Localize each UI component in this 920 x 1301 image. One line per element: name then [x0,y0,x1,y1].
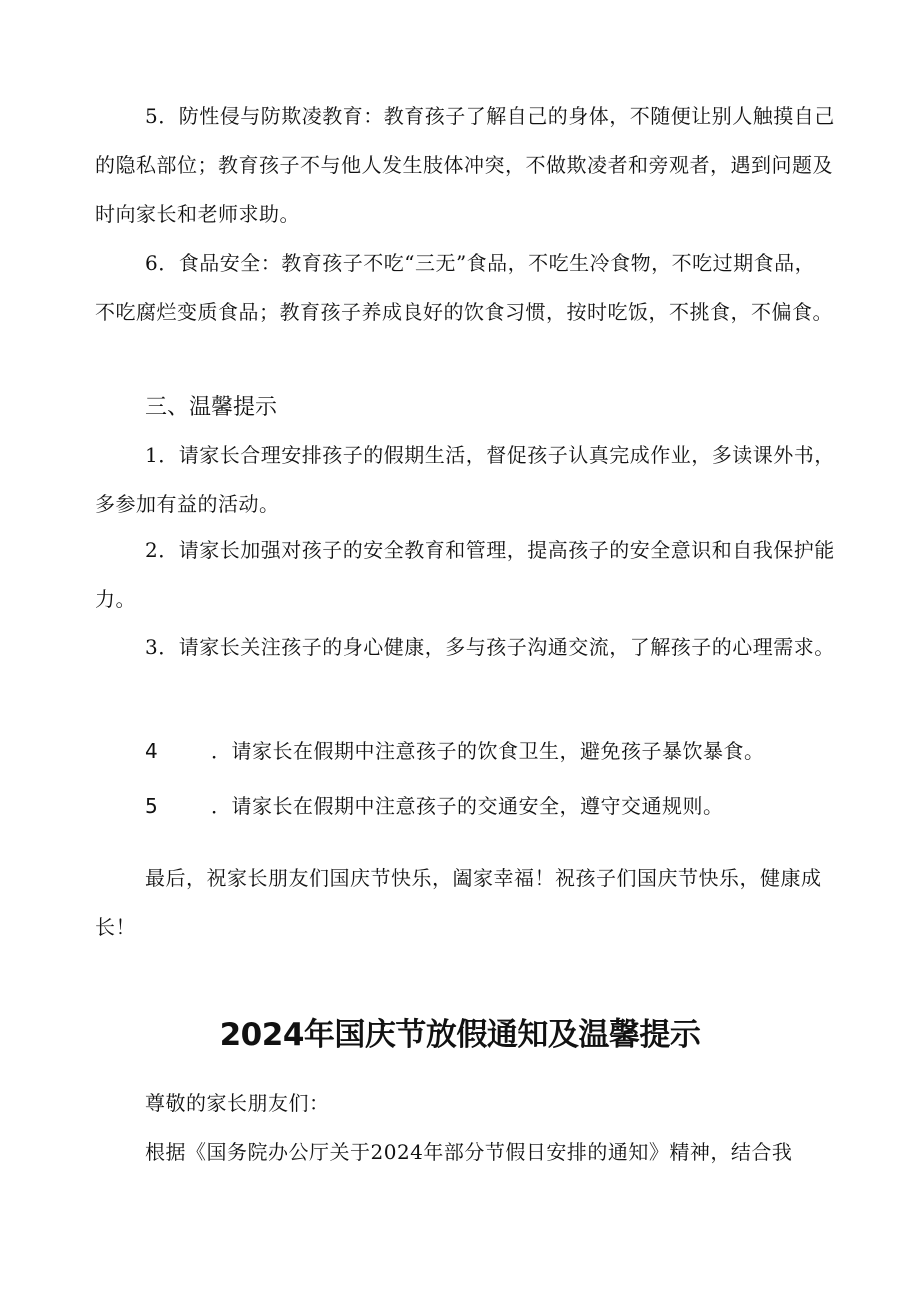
safety-item-5: 5．防性侵与防欺凌教育：教育孩子了解自己的身体，不随便让别人触摸自己的隐私部位；教育孩子不与他人发生肢体冲突，不做欺凌者和旁观者，遇到问题及时向家长和老师求助。 [95,104,835,226]
greeting: 尊敬的家长朋友们： [145,1091,330,1115]
closing-paragraph: 最后，祝家长朋友们国庆节快乐，阖家幸福！祝孩子们国庆节快乐，健康成长！ [95,866,822,939]
tip-item-5-text: ．请家长在假期中注意孩子的交通安全，遵守交通规则。 [211,794,724,818]
tip-item-4-number: 4 [145,739,159,763]
intro-paragraph: 根据《国务院办公厅关于2024年部分节假日安排的通知》精神，结合我 [145,1140,793,1164]
document-title: 2024年国庆节放假通知及温馨提示 [219,1017,701,1053]
safety-item-6: 6．食品安全：教育孩子不吃“三无”食品，不吃生冷食物，不吃过期食品，不吃腐烂变质食品；教育孩子养成良好的饮食习惯，按时吃饭，不挑食，不偏食。 [95,251,833,324]
tip-item-4 [145,736,765,766]
tip-item-4-text: ．请家长在假期中注意孩子的饮食卫生，避免孩子暴饮暴食。 [211,739,765,763]
tip-item-2: 2．请家长加强对孩子的安全教育和管理，提高孩子的安全意识和自我保护能力。 [95,538,835,611]
tip-item-5 [145,791,724,821]
tip-item-1: 1．请家长合理安排孩子的假期生活，督促孩子认真完成作业，多读课外书，多参加有益的活动。 [95,443,835,516]
tip-item-5-number: 5 [145,794,159,818]
tips-heading: 三、温馨提示 [145,395,278,420]
tip-item-3: 3．请家长关注孩子的身心健康，多与孩子沟通交流，了解孩子的心理需求。 [145,635,835,659]
